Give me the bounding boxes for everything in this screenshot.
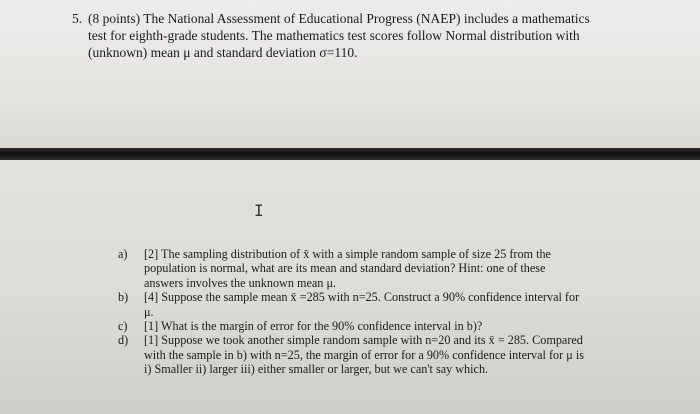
part-label: c) (118, 319, 128, 334)
question-number: 5. (72, 11, 83, 26)
part-text: [2] The sampling distribution of x̄ with a simple random sample of size 25 from the population is normal, what are its mean and standard deviation? Hint: one of these answers involves the unknown mean μ. (144, 247, 551, 290)
part-text: [4] Suppose the sample mean x̄ =285 with n=25. Construct a 90% confidence interval for μ. (144, 290, 580, 319)
paper-top (0, 0, 700, 148)
part-label: b) (118, 290, 129, 305)
part-label: a) (118, 247, 128, 261)
part-a (118, 247, 586, 290)
question-header (72, 10, 592, 61)
answer-options: i) Smaller ii) larger iii) either smaller or larger, but we can't say which. (144, 362, 489, 377)
part-text: [1] Suppose we took another simple random sample with n=20 and its x̄ = 285. Compared with the sample in b) with n=25, the margin of error for a 90% confidence interval for μ is (144, 333, 584, 362)
text-cursor-icon: I (254, 201, 264, 220)
question-parts (118, 247, 586, 377)
part-text: [1] What is the margin of error for the 90% confidence interval in b)? (144, 319, 483, 334)
part-c (118, 319, 586, 333)
part-b (118, 290, 586, 319)
part-label: d) (118, 333, 129, 348)
question-text: (8 points) The National Assessment of Educational Progress (NAEP) includes a mathematics test for eighth-grade students. The mathematics test scores follow Normal distribution with (unknown) mean μ and standard deviation σ=110. (88, 11, 590, 60)
paper-fold-shadow (0, 148, 700, 160)
part-d (118, 333, 586, 362)
